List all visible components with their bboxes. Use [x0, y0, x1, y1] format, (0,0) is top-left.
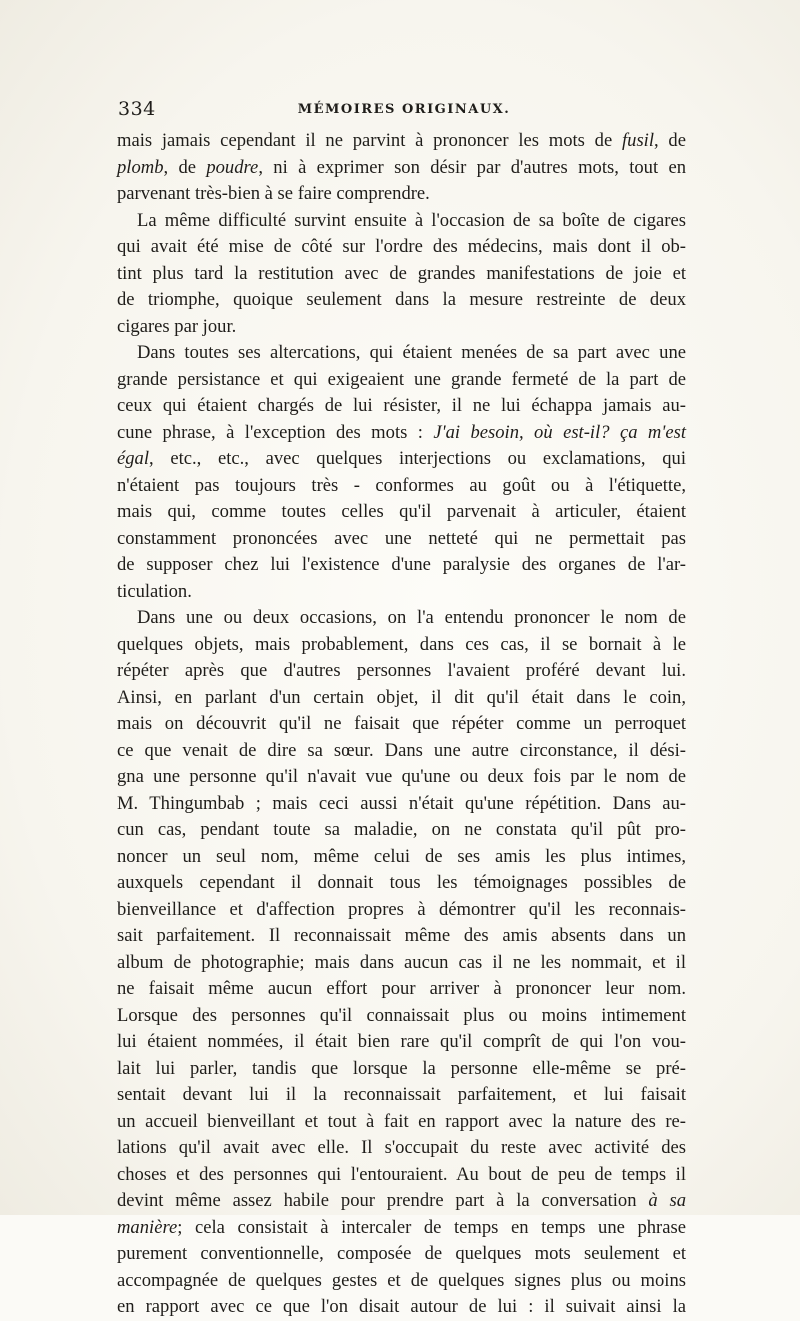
text-segment: lait lui parler, tandis que lorsque la personne elle-même se pré- [117, 1057, 686, 1079]
text-segment: mais on découvrit qu'il ne faisait que répéter comme un perroquet [117, 713, 686, 734]
text-segment: ne faisait même aucun effort pour arriver à prononcer leur nom. [117, 978, 686, 999]
text-line [117, 658, 686, 685]
text-segment: tint plus tard la restitution avec de grandes manifestations de joie et [117, 262, 686, 284]
text-line [117, 1241, 686, 1268]
text-segment: Lorsque des personnes qu'il connaissait plus ou moins intimement [117, 1004, 686, 1026]
italic-text: à sa [648, 1190, 687, 1211]
text-segment: Ainsi, en parlant d'un certain objet, il dit qu'il était dans le coin, [117, 686, 686, 708]
text-line [117, 526, 686, 553]
text-segment: qui avait été mise de côté sur l'ordre des médecins, mais dont il ob- [117, 236, 686, 257]
text-segment: constamment prononcées avec une netteté qui ne permettait pas [117, 527, 686, 549]
text-line [117, 552, 686, 579]
text-segment: cigares par jour. [117, 315, 237, 337]
text-segment: un accueil bienveillant et tout à fait en rapport avec la nature des re- [117, 1110, 686, 1132]
text-segment: accompagnée de quelques gestes et de quelques signes plus ou moins [117, 1269, 686, 1291]
text-segment: ; cela consistait à intercaler de temps en temps une phrase [177, 1216, 686, 1238]
text-segment: gna une personne qu'il n'avait vue qu'une ou deux fois par le nom de [117, 766, 686, 787]
text-line [117, 181, 686, 208]
text-segment: sait parfaitement. Il reconnaissait même des amis absents dans un [117, 925, 686, 946]
text-line [117, 897, 686, 924]
italic-text: plomb [117, 156, 164, 178]
text-line [117, 420, 686, 447]
italic-text: J'ai besoin, où est-il? ça m'est [433, 421, 686, 443]
text-line [117, 738, 686, 765]
text-line [117, 817, 686, 844]
text-segment: cun cas, pendant toute sa maladie, on ne constata qu'il pût pro- [117, 819, 686, 840]
text-line [117, 870, 686, 897]
text-segment: en rapport avec ce que l'on disait autour de lui : il suivait ainsi la [117, 1296, 686, 1317]
text-line [117, 393, 686, 420]
text-segment: Dans toutes ses altercations, qui étaient menées de sa part avec une [137, 342, 686, 363]
text-segment: Dans une ou deux occasions, on l'a entendu prononcer le nom de [137, 607, 686, 628]
italic-text: poudre [206, 156, 259, 178]
italic-text: fusil [621, 130, 655, 151]
text-line [117, 1188, 686, 1215]
text-line [117, 1109, 686, 1136]
text-line [117, 367, 686, 394]
text-line [117, 844, 686, 871]
page-header [112, 98, 696, 124]
text-line [117, 632, 686, 659]
text-segment: n'étaient pas toujours très - conformes au goût ou à l'étiquette, [117, 474, 686, 496]
text-segment: auxquels cependant il donnait tous les témoignages possibles de [117, 872, 686, 893]
text-segment: répéter après que d'autres personnes l'avaient proféré devant lui. [117, 660, 686, 681]
text-segment: quelques objets, mais probablement, dans ces cas, il se bornait à le [117, 633, 686, 655]
text-line [117, 1215, 686, 1242]
text-line [117, 923, 686, 950]
text-segment: , de [163, 156, 207, 178]
text-line [117, 791, 686, 818]
text-line [117, 950, 686, 977]
text-segment: ticulation. [117, 580, 192, 602]
text-segment: parvenant très-bien à se faire comprendre. [117, 183, 430, 204]
text-line [117, 711, 686, 738]
text-segment: lations qu'il avait avec elle. Il s'occupait du reste avec activité des [117, 1137, 686, 1158]
text-segment: devint même assez habile pour prendre part à la conversation [117, 1190, 649, 1211]
text-segment: lui étaient nommées, il était bien rare qu'il comprît de qui l'on vou- [117, 1031, 686, 1052]
text-line [117, 1056, 686, 1083]
text-segment: de triomphe, quoique seulement dans la mesure restreinte de deux [117, 289, 686, 310]
text-line [117, 287, 686, 314]
text-segment: choses et des personnes qui l'entouraient. Au bout de peu de temps il [117, 1163, 686, 1185]
text-line [117, 314, 686, 341]
text-line [117, 499, 686, 526]
page-number: 334 [118, 98, 156, 120]
text-segment: noncer un seul nom, même celui de ses amis les plus intimes, [117, 845, 686, 867]
italic-text: manière [117, 1216, 178, 1238]
text-segment: cune phrase, à l'exception des mots : [117, 421, 434, 443]
text-segment: ce que venait de dire sa sœur. Dans une autre circonstance, il dési- [117, 739, 686, 761]
text-line [117, 1029, 686, 1056]
text-line [117, 155, 686, 182]
running-title: MÉMOIRES ORIGINAUX. [297, 102, 511, 117]
text-segment: , etc., etc., avec quelques interjections ou exclamations, qui [149, 448, 686, 469]
text-line [117, 340, 686, 367]
text-line [117, 1294, 686, 1321]
text-line [117, 234, 686, 261]
italic-text: égal [117, 448, 150, 469]
text-segment: purement conventionnelle, composée de quelques mots seulement et [117, 1243, 686, 1264]
text-line [117, 976, 686, 1003]
body-text [117, 128, 686, 1321]
text-line [117, 208, 686, 235]
text-segment: bienveillance et d'affection propres à démontrer qu'il les reconnais- [117, 898, 686, 920]
text-line [117, 1268, 686, 1295]
text-segment: ceux qui étaient chargés de lui résister, il ne lui échappa jamais au- [117, 395, 686, 416]
text-segment: La même difficulté survint ensuite à l'occasion de sa boîte de cigares [137, 209, 686, 231]
text-line [117, 1003, 686, 1030]
text-segment: mais qui, comme toutes celles qu'il parvenait à articuler, étaient [117, 501, 686, 522]
text-segment: grande persistance et qui exigeaient une grande fermeté de la part de [117, 368, 686, 390]
text-segment: mais jamais cependant il ne parvint à prononcer les mots de [117, 130, 622, 151]
text-line [117, 446, 686, 473]
text-line [117, 1162, 686, 1189]
text-segment: , ni à exprimer son désir par d'autres mots, tout en [258, 156, 686, 178]
text-line [117, 261, 686, 288]
text-line [117, 473, 686, 500]
text-line [117, 764, 686, 791]
text-line [117, 605, 686, 632]
text-line [117, 1082, 686, 1109]
text-line [117, 1135, 686, 1162]
text-segment: album de photographie; mais dans aucun cas il ne les nommait, et il [117, 951, 686, 973]
text-segment: de supposer chez lui l'existence d'une paralysie des organes de l'ar- [117, 554, 686, 575]
text-segment: , de [654, 130, 686, 151]
text-segment: M. Thingumbab ; mais ceci aussi n'était qu'une répétition. Dans au- [117, 792, 686, 814]
text-line [117, 579, 686, 606]
text-segment: sentait devant lui il la reconnaissait parfaitement, et lui faisait [117, 1084, 686, 1105]
text-line [117, 685, 686, 712]
text-line [117, 128, 686, 155]
